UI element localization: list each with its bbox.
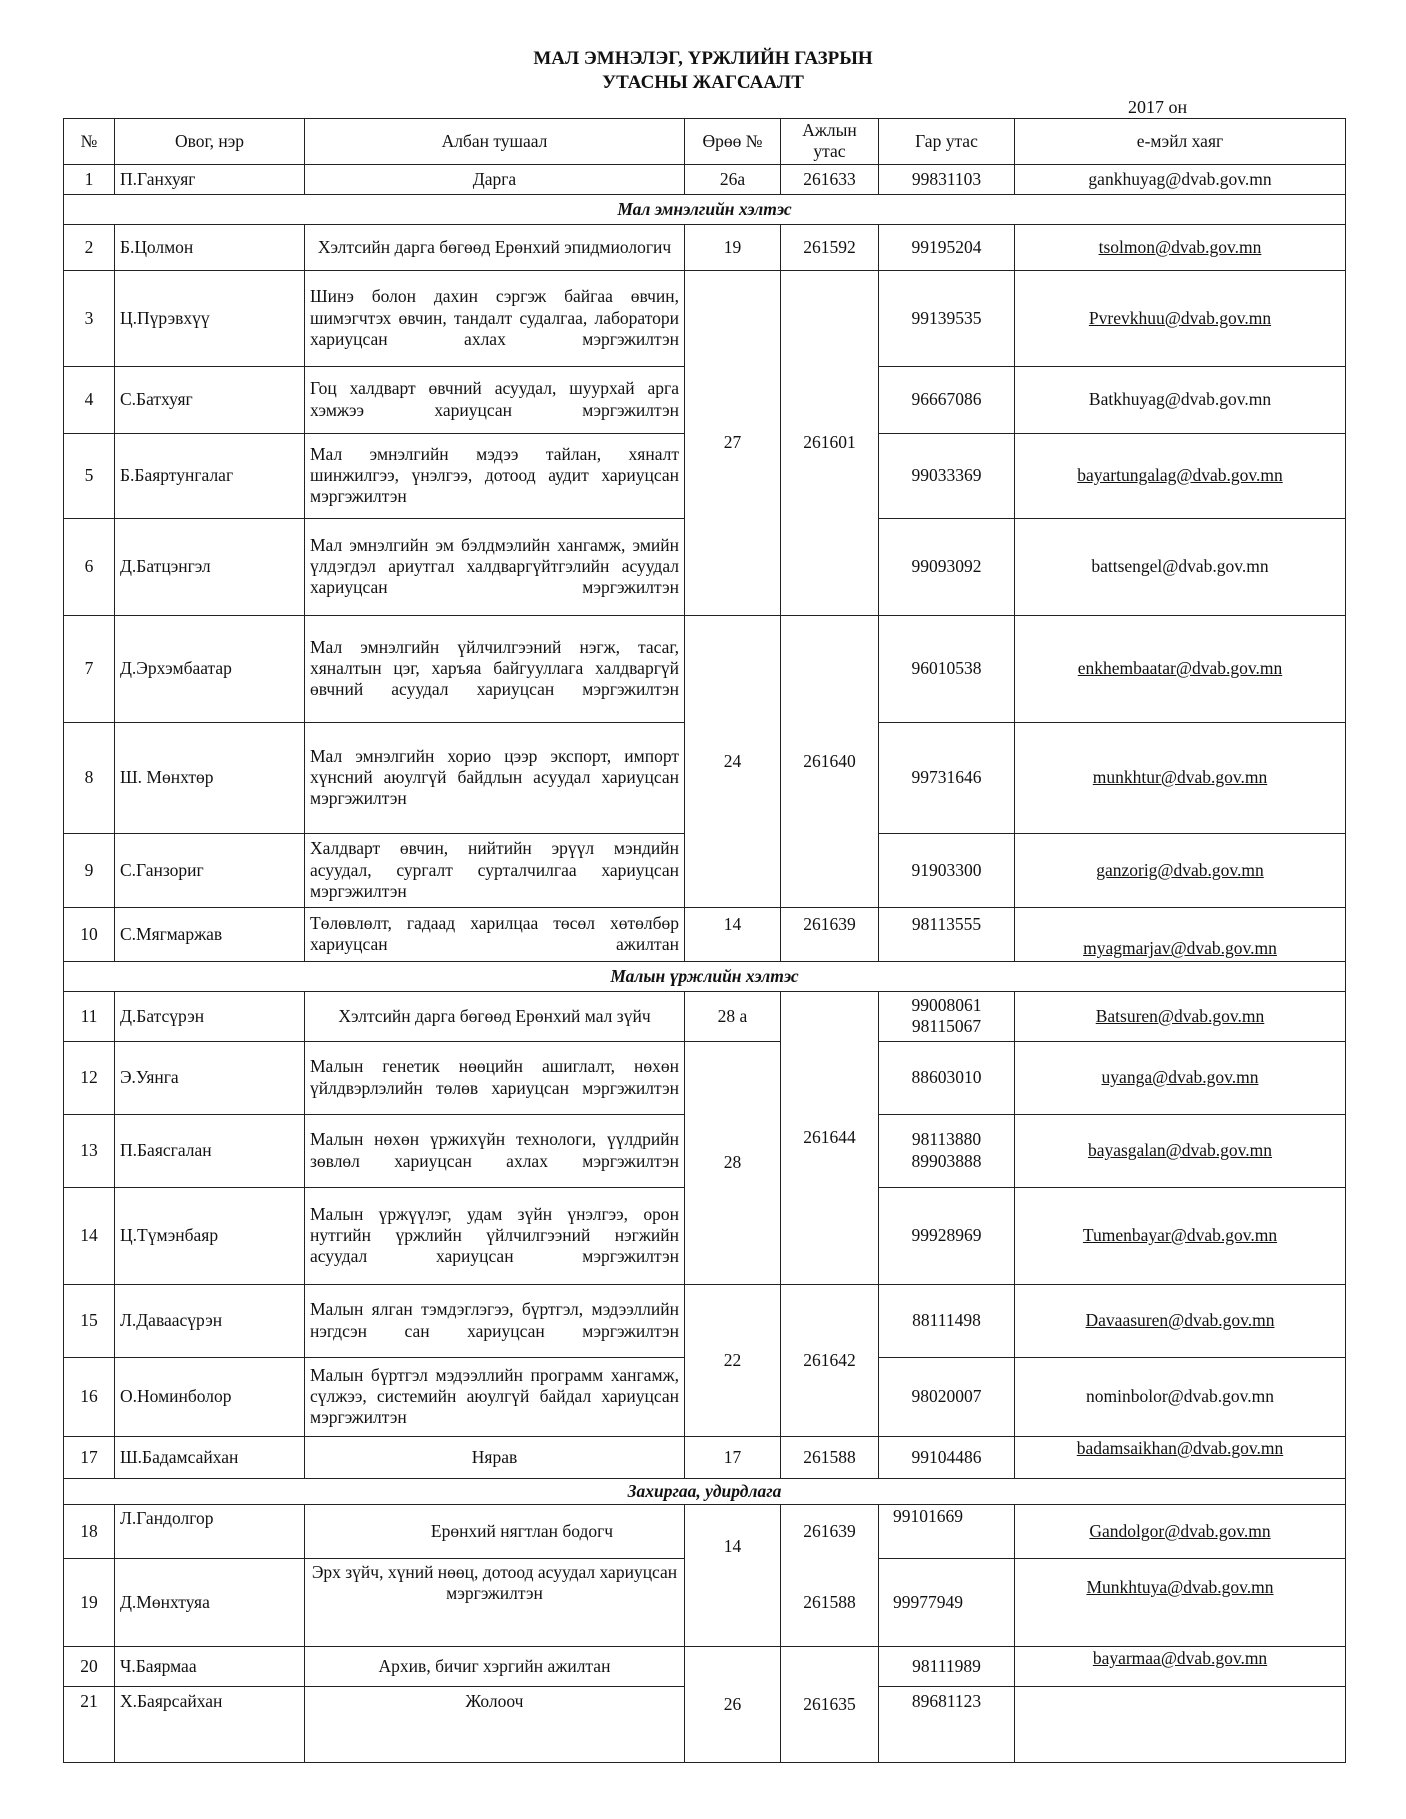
row-email: munkhtur@dvab.gov.mn bbox=[1015, 722, 1346, 833]
row-mobile: 99101669 bbox=[879, 1505, 1015, 1559]
row-name: Ч.Баярмаа bbox=[115, 1647, 305, 1687]
row-email: bayarmaa@dvab.gov.mn bbox=[1015, 1647, 1346, 1687]
row-name: С.Мягмаржав bbox=[115, 907, 305, 961]
row-no: 15 bbox=[64, 1284, 115, 1357]
row-name: О.Номинболор bbox=[115, 1357, 305, 1436]
row-mobile bbox=[879, 1114, 1015, 1187]
row-work-phone: 261640 bbox=[781, 615, 879, 907]
row-position: Эрх зүйч, хүний нөөц, дотоод асуудал хариуцсан мэргэжилтэн bbox=[305, 1559, 685, 1647]
section-row bbox=[64, 1478, 1346, 1504]
row-mobile: 99104486 bbox=[879, 1436, 1015, 1478]
section-row bbox=[64, 961, 1346, 991]
row-email: gankhuyag@dvab.gov.mn bbox=[1015, 164, 1346, 194]
row-position: Мал эмнэлгийн хорио цээр экспорт, импорт хүнсний аюулгүй байдлын асуудал хариуцсан мэргэжилтэн bbox=[305, 722, 685, 833]
row-mobile: 99195204 bbox=[879, 224, 1015, 270]
row-position: Малын генетик нөөцийн ашиглалт, нөхөн үйлдвэрлэлийн төлөв хариуцсан мэргэжилтэн bbox=[305, 1041, 685, 1114]
row-no: 2 bbox=[64, 224, 115, 270]
row-mobile: 99093092 bbox=[879, 518, 1015, 615]
row-email: uyanga@dvab.gov.mn bbox=[1015, 1041, 1346, 1114]
row-name: С.Ганзориг bbox=[115, 833, 305, 907]
document-year: 2017 он bbox=[1128, 97, 1188, 117]
row-name: Ц.Түмэнбаяр bbox=[115, 1187, 305, 1284]
phone-directory-table bbox=[63, 118, 1346, 1763]
row-work-phone: 261644 bbox=[781, 991, 879, 1284]
row-email: myagmarjav@dvab.gov.mn bbox=[1015, 907, 1346, 961]
section-row bbox=[64, 194, 1346, 224]
row-name: Д.Батсүрэн bbox=[115, 991, 305, 1041]
row-name: Ш. Мөнхтөр bbox=[115, 722, 305, 833]
row-room: 17 bbox=[685, 1436, 781, 1478]
row-email: nominbolor@dvab.gov.mn bbox=[1015, 1357, 1346, 1436]
table-row bbox=[64, 907, 1346, 961]
row-room: 26 bbox=[685, 1647, 781, 1763]
row-work-phone: 261601 bbox=[781, 270, 879, 615]
row-position: Нярав bbox=[305, 1436, 685, 1478]
row-email: badamsaikhan@dvab.gov.mn bbox=[1015, 1436, 1346, 1478]
row-mobile bbox=[879, 991, 1015, 1041]
row-email: battsengel@dvab.gov.mn bbox=[1015, 518, 1346, 615]
row-position: Малын ялган тэмдэглэгээ, бүртгэл, мэдээллийн нэгдсэн сан хариуцсан мэргэжилтэн bbox=[305, 1284, 685, 1357]
row-room: 22 bbox=[685, 1284, 781, 1436]
section-title: Малын үржлийн хэлтэс bbox=[64, 961, 1346, 991]
row-no: 16 bbox=[64, 1357, 115, 1436]
row-work-phone: 261592 bbox=[781, 224, 879, 270]
row-email: Davaasuren@dvab.gov.mn bbox=[1015, 1284, 1346, 1357]
row-work-phone: 261639 bbox=[781, 907, 879, 961]
row-position: Архив, бичиг хэргийн ажилтан bbox=[305, 1647, 685, 1687]
header-email: е-мэйл хаяг bbox=[1015, 119, 1346, 165]
row-no: 8 bbox=[64, 722, 115, 833]
row-no: 6 bbox=[64, 518, 115, 615]
table-row bbox=[64, 1505, 1346, 1559]
row-mobile: 99928969 bbox=[879, 1187, 1015, 1284]
row-name: Э.Уянга bbox=[115, 1041, 305, 1114]
row-email: tsolmon@dvab.gov.mn bbox=[1015, 224, 1346, 270]
row-position: Мал эмнэлгийн мэдээ тайлан, хяналт шинжилгээ, үнэлгээ, дотоод аудит хариуцсан мэргэжилтэн bbox=[305, 433, 685, 518]
table-row bbox=[64, 615, 1346, 722]
header-no: № bbox=[64, 119, 115, 165]
row-mobile: 91903300 bbox=[879, 833, 1015, 907]
row-mobile: 96010538 bbox=[879, 615, 1015, 722]
row-position: Гоц халдварт өвчний асуудал, шуурхай арга хэмжээ хариуцсан мэргэжилтэн bbox=[305, 366, 685, 433]
row-position: Хэлтсийн дарга бөгөөд Ерөнхий мал зүйч bbox=[305, 991, 685, 1041]
row-no: 10 bbox=[64, 907, 115, 961]
table-row bbox=[64, 1284, 1346, 1357]
table-row bbox=[64, 224, 1346, 270]
row-position: Ерөнхий нягтлан бодогч bbox=[305, 1505, 685, 1559]
table-row bbox=[64, 164, 1346, 194]
row-no: 4 bbox=[64, 366, 115, 433]
row-email: ganzorig@dvab.gov.mn bbox=[1015, 833, 1346, 907]
row-work-phone: 261588 bbox=[781, 1436, 879, 1478]
row-position: Малын бүртгэл мэдээллийн программ хангамж, сүлжээ, системийн аюулгүй байдал хариуцсан мэргэжилтэн bbox=[305, 1357, 685, 1436]
row-mobile: 98020007 bbox=[879, 1357, 1015, 1436]
row-name: Д.Мөнхтуяа bbox=[115, 1559, 305, 1647]
row-work-phone: 261588 bbox=[781, 1559, 879, 1647]
table-row bbox=[64, 1436, 1346, 1478]
row-position: Малын нөхөн үржихүйн технологи, үүлдрийн зөвлөл хариуцсан ахлах мэргэжилтэн bbox=[305, 1114, 685, 1187]
row-no: 11 bbox=[64, 991, 115, 1041]
row-room: 28 а bbox=[685, 991, 781, 1041]
row-name: С.Батхуяг bbox=[115, 366, 305, 433]
row-mobile: 99977949 bbox=[879, 1559, 1015, 1647]
row-work-phone: 261642 bbox=[781, 1284, 879, 1436]
row-email: Munkhtuya@dvab.gov.mn bbox=[1015, 1559, 1346, 1647]
row-position: Мал эмнэлгийн үйлчилгээний нэгж, тасаг, хяналтын цэг, харъяа байгууллага халдваргүй өвчний асуудал хариуцсан мэргэжилтэн bbox=[305, 615, 685, 722]
row-position: Шинэ болон дахин сэргэж байгаа өвчин, шимэгчтэх өвчин, тандалт судалгаа, лаборатори хариуцсан ахлах мэргэжилтэн bbox=[305, 270, 685, 366]
row-name: Ц.Пүрэвхүү bbox=[115, 270, 305, 366]
row-mobile: 99033369 bbox=[879, 433, 1015, 518]
row-mobile: 88111498 bbox=[879, 1284, 1015, 1357]
row-no: 14 bbox=[64, 1187, 115, 1284]
section-title: Мал эмнэлгийн хэлтэс bbox=[64, 194, 1346, 224]
table-row bbox=[64, 991, 1346, 1041]
row-room: 26а bbox=[685, 164, 781, 194]
row-name: Л.Даваасүрэн bbox=[115, 1284, 305, 1357]
row-position: Дарга bbox=[305, 164, 685, 194]
row-no: 18 bbox=[64, 1505, 115, 1559]
row-no: 9 bbox=[64, 833, 115, 907]
mobile-2: 98115067 bbox=[911, 1016, 982, 1037]
row-name: Ш.Бадамсайхан bbox=[115, 1436, 305, 1478]
row-room: 14 bbox=[685, 907, 781, 961]
row-room: 28 bbox=[685, 1041, 781, 1284]
row-name: Д.Батцэнгэл bbox=[115, 518, 305, 615]
row-room: 14 bbox=[685, 1505, 781, 1559]
row-mobile: 99831103 bbox=[879, 164, 1015, 194]
row-name: П.Баясгалан bbox=[115, 1114, 305, 1187]
row-email: Batsuren@dvab.gov.mn bbox=[1015, 991, 1346, 1041]
row-no: 12 bbox=[64, 1041, 115, 1114]
row-mobile: 99731646 bbox=[879, 722, 1015, 833]
row-email bbox=[1015, 1687, 1346, 1763]
row-position: Мал эмнэлгийн эм бэлдмэлийн хангамж, эмийн үлдэгдэл ариутгал халдваргүйтгэлийн асуудал хариуцсан мэргэжилтэн bbox=[305, 518, 685, 615]
row-work-phone: 261635 bbox=[781, 1647, 879, 1763]
row-mobile: 98113555 bbox=[879, 907, 1015, 961]
header-position: Албан тушаал bbox=[305, 119, 685, 165]
row-room: 24 bbox=[685, 615, 781, 907]
row-room: 27 bbox=[685, 270, 781, 615]
row-work-phone: 261633 bbox=[781, 164, 879, 194]
row-position: Малын үржүүлэг, удам зүйн үнэлгээ, орон нутгийн үржлийн үйлчилгээний нэгжийн асуудал хариуцсан мэргэжилтэн bbox=[305, 1187, 685, 1284]
table-row bbox=[64, 1647, 1346, 1687]
row-position: Халдварт өвчин, нийтийн эрүүл мэндийн асуудал, сургалт сурталчилгаа хариуцсан мэргэжилтэн bbox=[305, 833, 685, 907]
row-name: П.Ганхуяг bbox=[115, 164, 305, 194]
row-no: 13 bbox=[64, 1114, 115, 1187]
row-no: 5 bbox=[64, 433, 115, 518]
row-email: Pvrevkhuu@dvab.gov.mn bbox=[1015, 270, 1346, 366]
row-no: 17 bbox=[64, 1436, 115, 1478]
row-work-phone: 261639 bbox=[781, 1505, 879, 1559]
document-title-line1: МАЛ ЭМНЭЛЭГ, ҮРЖЛИЙН ГАЗРЫН bbox=[533, 48, 873, 69]
row-mobile: 96667086 bbox=[879, 366, 1015, 433]
header-room: Өрөө № bbox=[685, 119, 781, 165]
document-title-line2: УТАСНЫ ЖАГСААЛТ bbox=[602, 72, 804, 93]
row-mobile: 89681123 bbox=[879, 1687, 1015, 1763]
row-email: enkhembaatar@dvab.gov.mn bbox=[1015, 615, 1346, 722]
mobile-2: 89903888 bbox=[911, 1150, 982, 1171]
section-title: Захиргаа, удирдлага bbox=[64, 1478, 1346, 1504]
row-room-empty bbox=[685, 1559, 781, 1647]
row-email: bayasgalan@dvab.gov.mn bbox=[1015, 1114, 1346, 1187]
row-email: Gandolgor@dvab.gov.mn bbox=[1015, 1505, 1346, 1559]
mobile-1: 99008061 bbox=[911, 994, 982, 1015]
row-mobile: 98111989 bbox=[879, 1647, 1015, 1687]
row-mobile: 88603010 bbox=[879, 1041, 1015, 1114]
header-work-phone: Ажлын утас bbox=[781, 119, 879, 165]
row-no: 19 bbox=[64, 1559, 115, 1647]
row-name: Б.Цолмон bbox=[115, 224, 305, 270]
row-room: 19 bbox=[685, 224, 781, 270]
row-no: 20 bbox=[64, 1647, 115, 1687]
row-name: Л.Гандолгор bbox=[115, 1505, 305, 1559]
table-header-row bbox=[64, 119, 1346, 165]
table-row bbox=[64, 270, 1346, 366]
mobile-1: 98113880 bbox=[911, 1129, 982, 1150]
table-row bbox=[64, 1559, 1346, 1647]
table-row bbox=[64, 1041, 1346, 1114]
row-no: 1 bbox=[64, 164, 115, 194]
row-mobile: 99139535 bbox=[879, 270, 1015, 366]
row-name: Б.Баяртунгалаг bbox=[115, 433, 305, 518]
row-no: 3 bbox=[64, 270, 115, 366]
row-name: Х.Баярсайхан bbox=[115, 1687, 305, 1763]
row-no: 7 bbox=[64, 615, 115, 722]
row-email: bayartungalag@dvab.gov.mn bbox=[1015, 433, 1346, 518]
row-email: Tumenbayar@dvab.gov.mn bbox=[1015, 1187, 1346, 1284]
header-name: Овог, нэр bbox=[115, 119, 305, 165]
row-no: 21 bbox=[64, 1687, 115, 1763]
header-mobile: Гар утас bbox=[879, 119, 1015, 165]
row-name: Д.Эрхэмбаатар bbox=[115, 615, 305, 722]
row-email: Batkhuyag@dvab.gov.mn bbox=[1015, 366, 1346, 433]
row-position: Жолооч bbox=[305, 1687, 685, 1763]
row-position: Төлөвлөлт, гадаад харилцаа төсөл хөтөлбөр хариуцсан ажилтан bbox=[305, 907, 685, 961]
row-position: Хэлтсийн дарга бөгөөд Ерөнхий эпидмиологич bbox=[305, 224, 685, 270]
